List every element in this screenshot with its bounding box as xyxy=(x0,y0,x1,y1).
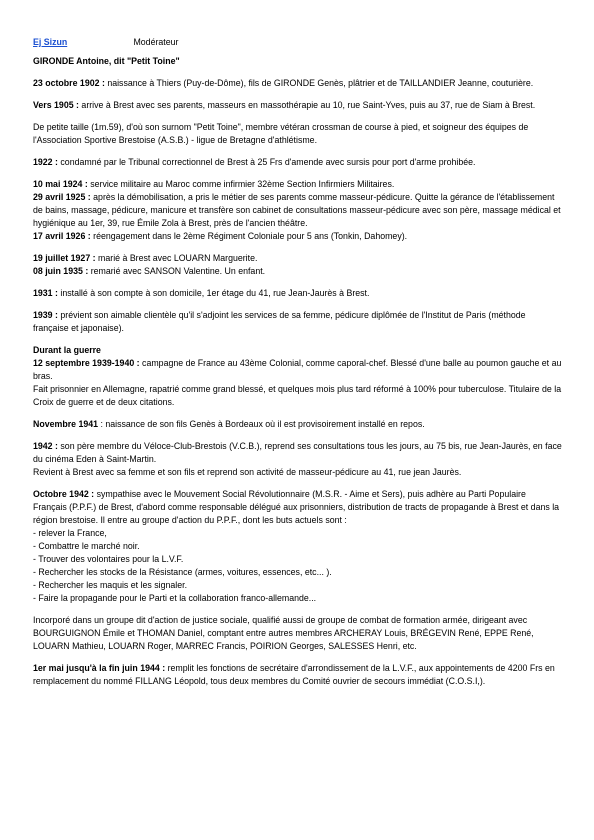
entry-date: Octobre 1942 : xyxy=(33,489,95,499)
author-role: Modérateur xyxy=(133,37,179,47)
section-heading: Durant la guerre xyxy=(33,345,101,355)
entry-1926 xyxy=(33,230,562,243)
section-war xyxy=(33,344,562,409)
author-link[interactable]: Ej Sizun xyxy=(33,37,68,47)
entry-text: installé à son compte à son domicile, 1er étage du 41, rue Jean-Jaurès à Brest. xyxy=(57,288,370,298)
entry-1944 xyxy=(33,662,562,688)
entry-1927 xyxy=(33,252,562,265)
entry-1939 xyxy=(33,309,562,335)
post-title: GIRONDE Antoine, dit "Petit Toine" xyxy=(33,56,180,66)
entry-text: remplit les fonctions de secrétaire d'arrondissement de la L.V.F., aux appointements de 4200 Frs en remplacement du nommé FILLANG Léopold, tous deux membres du Comité ouvrier de secours immédiat (C.O.S.I,). xyxy=(33,663,555,686)
list-item: - Trouver des volontaires pour la L.V.F. xyxy=(33,554,184,564)
entry-text: : naissance de son fils Genès à Bordeaux où il est provisoirement installé en repos. xyxy=(98,419,425,429)
entry-group-1924-1926 xyxy=(33,178,562,243)
entry-october-1942 xyxy=(33,488,562,605)
entry-1924 xyxy=(33,178,562,191)
list-item: - Faire la propagande pour le Parti et la collaboration franco-allemande... xyxy=(33,593,317,603)
entry-text: son père membre du Véloce-Club-Brestois (V.C.B.), reprend ses consultations tous les jours, au 75 bis, rue Jean-Jaurès, en face du cinéma Eden à Saint-Martin. xyxy=(33,441,562,464)
post-header xyxy=(33,36,562,50)
list-item: - Rechercher les maquis et les signaler. xyxy=(33,580,188,590)
entry-date: 08 juin 1935 : xyxy=(33,266,89,276)
entry-text: campagne de France au 43ème Colonial, comme caporal-chef. Blessé d'une balle au poumon gauche et au bras. xyxy=(33,358,562,381)
entry-description: De petite taille (1m.59), d'où son surnom "Petit Toine", membre vétéran crossman de course à pied, et soigneur des équipes de l'Association Sportive Brestoise (A.S.B.) - ligue de Bretagne d'athlétisme. xyxy=(33,122,529,145)
entry-1942 xyxy=(33,440,562,479)
entry-text: condamné par le Tribunal correctionnel de Brest à 25 Frs d'amende avec sursis pour port d'arme prohibée. xyxy=(57,157,476,167)
entry-date: 1931 : xyxy=(33,288,58,298)
entry-text: prévient son aimable clientèle qu'il s'adjoint les services de sa femme, pédicure diplômée de l'Institut de Paris (méthode française et japonaise). xyxy=(33,310,526,333)
entry-date: 17 avril 1926 : xyxy=(33,231,91,241)
entry-text: arrive à Brest avec ses parents, masseurs en massothérapie au 10, rue Saint-Yves, puis au 37, rue de Siam à Brest. xyxy=(78,100,536,110)
entry-1902 xyxy=(33,77,562,90)
entry-1905 xyxy=(33,99,562,112)
entry-1925 xyxy=(33,191,562,230)
entry-date: Novembre 1941 xyxy=(33,419,99,429)
entry-text: Fait prisonnier en Allemagne, rapatrié comme grand blessé, et quelques mois plus tard réformé à 100% pour tuberculose. Titulaire de la Croix de guerre et de deux citations. xyxy=(33,384,562,407)
list-item: - Combattre le marché noir. xyxy=(33,541,140,551)
list-item: - Rechercher les stocks de la Résistance (armes, voitures, essences, etc... ). xyxy=(33,567,332,577)
entry-text: service militaire au Maroc comme infirmier 32ème Section Infirmiers Militaires. xyxy=(87,179,395,189)
entry-line xyxy=(33,440,562,466)
entry-date: 23 octobre 1902 : xyxy=(33,78,105,88)
entry-1939-1940 xyxy=(33,357,562,383)
entry-1922 xyxy=(33,156,562,169)
entry-date: 1922 : xyxy=(33,157,58,167)
entry-date: 19 juillet 1927 : xyxy=(33,253,96,263)
entry-line xyxy=(33,488,562,527)
entry-text: naissance à Thiers (Puy-de-Dôme), fils de GIRONDE Genès, plâtrier et de TAILLANDIER Jeanne, couturière. xyxy=(104,78,534,88)
entry-text: sympathise avec le Mouvement Social Révolutionnaire (M.S.R. - Aime et Sers), puis adhère au Parti Populaire Français (P.P.F.) de Brest, d'abord comme responsable délégué aux prisonniers, distribution de tracts de propagande à Brest et dans la région brestoise. Il entre au groupe d'action du P.P.F., dont les buts actuels sont : xyxy=(33,489,560,525)
entry-date: 1942 : xyxy=(33,441,58,451)
entry-text: après la démobilisation, a pris le métier de ses parents comme masseur-pédicure. Quitte la gérance de l'établissement de bains, massage, pédicure, manicure et transfère son cabinet de consultations masseur-pédicure avec son père, massage médical et hygiénique au 1er, 39, rue Émile Zola à Brest, près de l'ancien théâtre. xyxy=(33,192,561,228)
entry-date: 10 mai 1924 : xyxy=(33,179,88,189)
entry-group-action: Incorporé dans un groupe dit d'action de justice sociale, qualifié aussi de groupe de combat de formation armée, dirigeant avec BOURGUIGNON Émile et THOMAN Daniel, comptant entre autres membres ARCHERAY Louis, BRÉGEVIN René, EPPE René, LOUARN Mathieu, LOUARN Roger, MARREC Francis, POIRION Georges, SALESSES Henri, etc. xyxy=(33,615,534,651)
entry-group-marriages xyxy=(33,252,562,278)
entry-text: marié à Brest avec LOUARN Marguerite. xyxy=(95,253,258,263)
entry-1935 xyxy=(33,265,562,278)
entry-date: 12 septembre 1939-1940 : xyxy=(33,358,140,368)
entry-1931 xyxy=(33,287,562,300)
entry-1941 xyxy=(33,418,562,431)
entry-date: 29 avril 1925 : xyxy=(33,192,91,202)
list-item: - relever la France, xyxy=(33,528,107,538)
entry-text: Revient à Brest avec sa femme et son fils et reprend son activité de masseur-pédicure au 41, rue jean Jaurès. xyxy=(33,467,462,477)
entry-text: réengagement dans le 2ème Régiment Coloniale pour 5 ans (Tonkin, Dahomey). xyxy=(90,231,408,241)
entry-text: remarié avec SANSON Valentine. Un enfant. xyxy=(88,266,266,276)
goals-list xyxy=(33,527,562,605)
entry-date: 1939 : xyxy=(33,310,58,320)
entry-date: Vers 1905 : xyxy=(33,100,79,110)
entry-date: 1er mai jusqu'à la fin juin 1944 : xyxy=(33,663,166,673)
